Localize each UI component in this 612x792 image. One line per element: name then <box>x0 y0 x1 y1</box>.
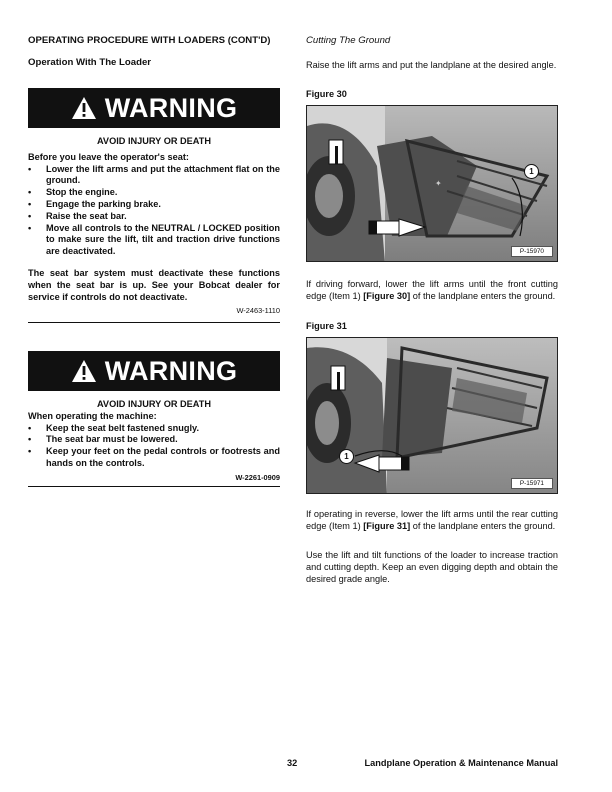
warning-list-item: • Lower the lift arms and put the attachment flat on the ground. <box>28 164 280 188</box>
section-title: OPERATING PROCEDURE WITH LOADERS (CONT'D) <box>28 35 271 46</box>
paragraph <box>306 278 558 302</box>
warning-triangle-icon <box>71 359 97 383</box>
warning-list-item: • Keep your feet on the pedal controls or footrests and hands on the controls. <box>28 446 280 470</box>
paragraph <box>306 508 558 532</box>
warning-note: The seat bar system must deactivate these functions when the seat bar is up. See your Bobcat dealer for service if controls do not deactivate. <box>28 267 280 302</box>
photo-code: P-15970 <box>511 246 553 257</box>
warning-triangle-icon <box>71 96 97 120</box>
warning-banner-text: WARNING <box>104 355 238 386</box>
figure-reference: [Figure 30] <box>363 291 411 302</box>
callout-item-1: 1 <box>524 164 539 179</box>
figure-label: Figure 31 <box>306 321 347 331</box>
paragraph-text: If operating in reverse, lower the lift arms until the rear cutting edge (Item 1) <box>306 509 558 532</box>
warning-banner-2 <box>28 351 280 391</box>
warning-list-item: • Keep the seat belt fastened snugly. <box>28 423 280 435</box>
warning-heading: AVOID INJURY OR DEATH <box>96 399 211 409</box>
landplane-photo-forward <box>307 106 558 262</box>
divider-rule <box>28 322 280 323</box>
paragraph-text: If driving forward, lower the lift arms until the front cutting edge (Item 1) <box>306 279 558 302</box>
page-number: 32 <box>287 758 298 768</box>
figure-30-photo <box>306 105 558 262</box>
divider-rule <box>28 486 280 487</box>
warning-code: W-2261-0909 <box>235 472 280 482</box>
paragraph: Use the lift and tilt functions of the loader to increase traction and cutting depth. Keep an even digging depth and obtain the desired grade angle. <box>306 550 558 585</box>
figure-31-photo <box>306 337 558 494</box>
photo-code: P-15971 <box>511 478 553 489</box>
warning-body-2 <box>28 399 280 484</box>
warning-list-item: • Engage the parking brake. <box>28 199 280 211</box>
warning-list-item: • The seat bar must be lowered. <box>28 434 280 446</box>
warning-list-item: • Stop the engine. <box>28 187 280 199</box>
warning-banner-1 <box>28 88 280 128</box>
warning-body-1 <box>28 136 280 317</box>
warning-intro: Before you leave the operator's seat: <box>28 151 189 162</box>
warning-list-item: • Raise the seat bar. <box>28 211 280 223</box>
warning-intro: When operating the machine: <box>28 410 157 421</box>
warning-heading: AVOID INJURY OR DEATH <box>96 136 211 146</box>
paragraph-text: of the landplane enters the ground. <box>410 291 556 302</box>
callout-item-1: 1 <box>339 449 354 464</box>
landplane-photo-reverse <box>307 338 558 494</box>
subsection-title: Cutting The Ground <box>306 35 391 46</box>
warning-list-item: • Move all controls to the NEUTRAL / LOCKED position to make sure the lift, tilt and traction drive functions are deactivated. <box>28 223 280 258</box>
warning-code: W-2463-1110 <box>236 306 280 316</box>
warning-list <box>28 164 280 258</box>
paragraph-text: of the landplane enters the ground. <box>410 521 556 532</box>
svg-text:✦: ✦ <box>435 179 442 188</box>
warning-banner-text: WARNING <box>104 92 238 123</box>
subsection-title: Operation With The Loader <box>28 57 152 68</box>
paragraph: Raise the lift arms and put the landplane at the desired angle. <box>306 60 557 70</box>
manual-title: Landplane Operation & Maintenance Manual <box>364 758 558 768</box>
warning-list <box>28 423 280 470</box>
figure-reference: [Figure 31] <box>363 521 411 532</box>
figure-label: Figure 30 <box>306 89 347 99</box>
